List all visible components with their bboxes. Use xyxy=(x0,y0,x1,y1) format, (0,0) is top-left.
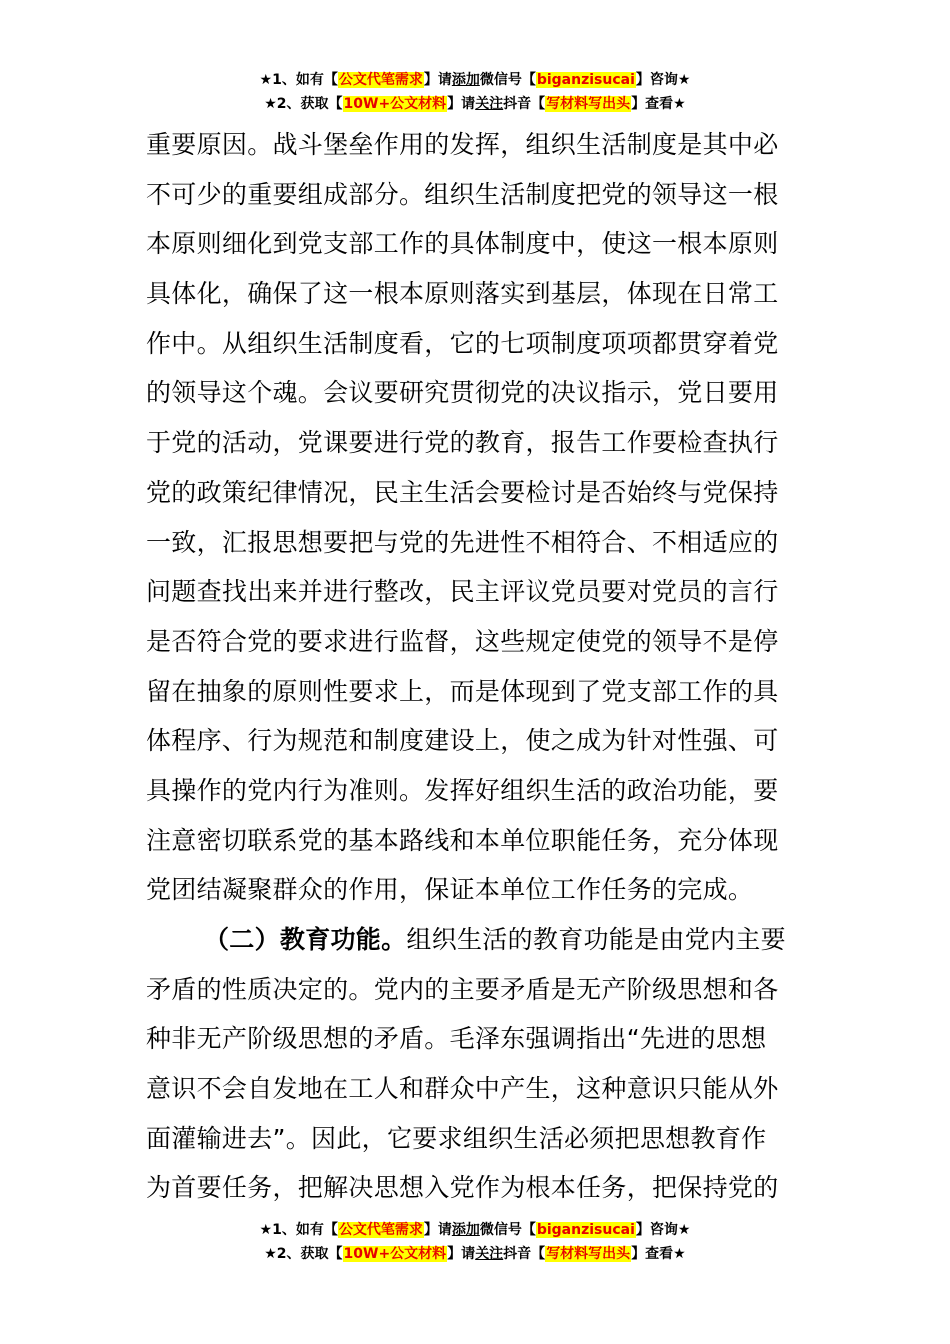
banner-text: 微信号【 xyxy=(479,72,536,88)
body-line: 党团结凝聚群众的作用，保证本单位工作任务的完成。 xyxy=(146,875,754,905)
banner-text: ★2、获取【 xyxy=(264,1246,343,1262)
banner-line-1 xyxy=(0,68,950,92)
banner-highlight: 写材料写出头 xyxy=(546,1246,631,1262)
body-line: 体程序、行为规范和制度建设上，使之成为针对性强、可 xyxy=(146,726,779,756)
body-line: 不可少的重要组成部分。组织生活制度把党的领导这一根 xyxy=(146,179,779,209)
banner-text: ★1、如有【 xyxy=(259,1222,338,1238)
body-line: 本原则细化到党支部工作的具体制度中，使这一根本原则 xyxy=(146,229,779,259)
banner-text: 】咨询★ xyxy=(635,72,691,88)
banner-text: 】咨询★ xyxy=(635,1222,691,1238)
banner-text: 】请 xyxy=(447,96,476,112)
banner-text: 】请 xyxy=(423,72,452,88)
banner-text: 】查看★ xyxy=(631,96,686,112)
banner-line-2 xyxy=(0,92,950,116)
header-banner xyxy=(0,68,950,116)
body-line: 具体化，确保了这一根本原则落实到基层，体现在日常工 xyxy=(146,279,779,309)
body-line: 是否符合党的要求进行监督，这些规定使党的领导不是停 xyxy=(146,626,779,656)
banner-highlight: 10W+公文材料 xyxy=(343,96,447,112)
banner-highlight: biganzisucai xyxy=(536,1222,635,1238)
banner-underlined-text: 添加 xyxy=(451,72,480,88)
section-heading: （二）教育功能。 xyxy=(204,925,407,954)
banner-text: 】查看★ xyxy=(631,1246,686,1262)
body-line: 重要原因。战斗堡垒作用的发挥，组织生活制度是其中必 xyxy=(146,130,779,159)
banner-underlined-text: 关注 xyxy=(475,96,504,112)
body-line: 意识不会自发地在工人和群众中产生，这种意识只能从外 xyxy=(146,1074,779,1104)
section-heading-line xyxy=(146,915,816,965)
banner-text: 抖音【 xyxy=(503,1246,546,1262)
body-line: 一致，汇报思想要把与党的先进性不相符合、不相适应的 xyxy=(146,527,779,557)
banner-text: ★2、获取【 xyxy=(264,96,343,112)
body-line: 具操作的党内行为准则。发挥好组织生活的政治功能，要 xyxy=(146,775,779,805)
banner-highlight: biganzisucai xyxy=(536,72,635,88)
body-line: 作中。从组织生活制度看，它的七项制度项项都贯穿着党 xyxy=(146,328,779,358)
body-line: 为首要任务，把解决思想入党作为根本任务，把保持党的 xyxy=(146,1173,779,1203)
body-line: 党的政策纪律情况，民主生活会要检讨是否始终与党保持 xyxy=(146,477,779,507)
body-line: 的领导这个魂。会议要研究贯彻党的决议指示，党日要用 xyxy=(146,378,779,408)
banner-line-2 xyxy=(0,1242,950,1266)
body-line: 注意密切联系党的基本路线和本单位职能任务，充分体现 xyxy=(146,825,779,855)
banner-text: 抖音【 xyxy=(503,96,546,112)
banner-highlight: 写材料写出头 xyxy=(546,96,631,112)
body-line: 面灌输进去”。因此，它要求组织生活必须把思想教育作 xyxy=(146,1123,767,1153)
footer-banner xyxy=(0,1218,950,1266)
section-heading-text: 组织生活的教育功能是由党内主要 xyxy=(406,925,786,954)
body-line: 种非无产阶级思想的矛盾。毛泽东强调指出“先进的思想 xyxy=(146,1024,767,1054)
banner-underlined-text: 添加 xyxy=(451,1222,480,1238)
body-line: 留在抽象的原则性要求上，而是体现到了党支部工作的具 xyxy=(146,676,779,706)
body-line: 于党的活动，党课要进行党的教育，报告工作要检查执行 xyxy=(146,428,779,458)
body-line: 问题查找出来并进行整改，民主评议党员要对党员的言行 xyxy=(146,577,779,607)
banner-highlight: 10W+公文材料 xyxy=(343,1246,447,1262)
banner-text: 】请 xyxy=(423,1222,452,1238)
banner-text: ★1、如有【 xyxy=(259,72,338,88)
banner-highlight: 公文代笔需求 xyxy=(338,1222,423,1238)
body-text xyxy=(146,120,816,1213)
banner-text: 微信号【 xyxy=(479,1222,536,1238)
banner-text: 】请 xyxy=(447,1246,476,1262)
banner-underlined-text: 关注 xyxy=(475,1246,504,1262)
body-line: 矛盾的性质决定的。党内的主要矛盾是无产阶级思想和各 xyxy=(146,974,779,1004)
banner-line-1 xyxy=(0,1218,950,1242)
banner-highlight: 公文代笔需求 xyxy=(338,72,423,88)
